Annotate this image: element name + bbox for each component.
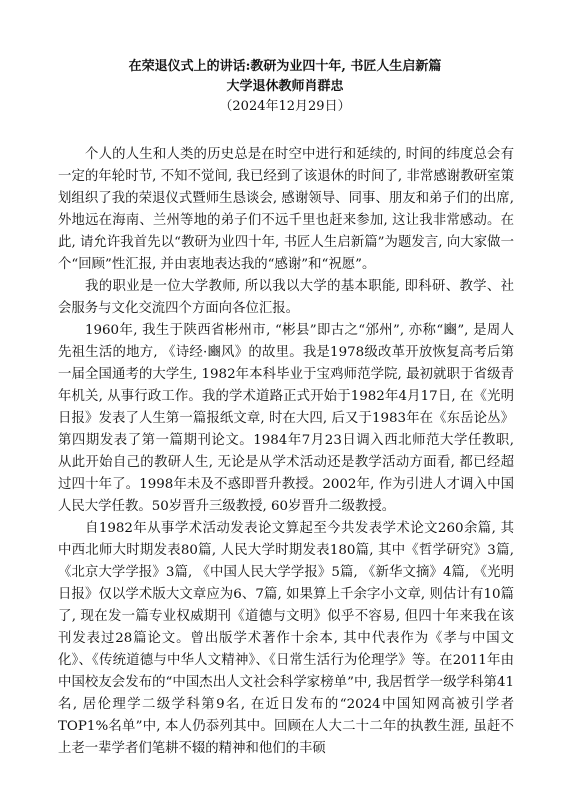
paragraph: 个人的人生和人类的历史总是在时空中进行和延续的, 时间的纬度总会有一定的年轮时节, 不知不觉间, 我已经到了该退休的时间了, 非常感谢教研室策划组织了我的荣退仪式暨师生恳谈会, 感谢领导、同事、朋友和弟子们的出席, 外地远在海南、兰州等地的弟子们不远千里也赶来参加, 这让我非常感动。在此, 请允许我首先以“教研为业四十年, 书匠人生启新篇”为题发言, 向大家做一个“回顾”性汇报, 并由衷地表达我的“感谢”和“祝愿”。 — [58, 147, 514, 272]
paragraph: 自1982年从事学术活动发表论文算起至今共发表学术论文260余篇, 其中西北师大时期发表80篇, 人民大学时期发表180篇, 其中《哲学研究》3篇, 《北京大学学报》3篇, 《中国人民大学学报》5篇, 《新华文摘》4篇, 《光明日报》仅以学术版大文章应为6、7篇, 如果算上千余字小文章, 则估计有10篇了, 现在发一篇专业权威期刊《道德与文明》似乎不容易, 但四十年来我在该刊发表过28篇论文。曾出版学术著作十余本, 其中代表作为《孝与中国文化》、《传统道德与中华人文精神》、《日常生活行为伦理学》等。在2011年由中国校友会发布的“中国杰出人文社会科学家榜单”中, 我居哲学一级学科第41名, 居伦理学二级学科第9名, 在近日发布的“2024中国知网高被引学者TOP1%名单”中, 本人仍忝列其中。回顾在人大二十二年的执教生涯, 虽赶不上老一辈学者们笔耕不辍的精神和他们的丰硕 — [58, 521, 514, 756]
paragraph: 1960年, 我生于陕西省彬州市, “彬县”即古之“邠州”, 亦称“豳”, 是周人先祖生活的地方, 《诗经·豳风》的故里。我是1978级改革开放恢复高考后第一届全国通考的大学生, 1982年本科毕业于宝鸡师范学院, 最初就职于省级青年机关, 从事行政工作。我的学术道路正式开始于1982年4月17日, 在《光明日报》发表了人生第一篇报纸文章, 时在大四, 后又于1983年在《东岳论丛》第四期发表了第一篇期刊论文。1984年7月23日调入西北师范大学任教职, 从此开始自己的教研人生, 无论是从学术活动还是教学活动方面看, 都已经超过四十年了。1998年未及不惑即晋升教授。2002年, 作为引进人才调入中国人民大学任教。50岁晋升三级教授, 60岁晋升二级教授。 — [58, 323, 514, 514]
document-body — [58, 144, 514, 760]
document-header — [0, 57, 570, 117]
paragraph: 我的职业是一位大学教师, 所以我以大学的基本职能, 即科研、教学、社会服务与文化交流四个方面向各位汇报。 — [58, 279, 514, 316]
document-author: 大学退休教师肖群忠 — [226, 79, 344, 94]
document-date: （2024年12月29日） — [219, 99, 351, 114]
document-title: 在荣退仪式上的讲话:教研为业四十年, 书匠人生启新篇 — [128, 59, 442, 74]
